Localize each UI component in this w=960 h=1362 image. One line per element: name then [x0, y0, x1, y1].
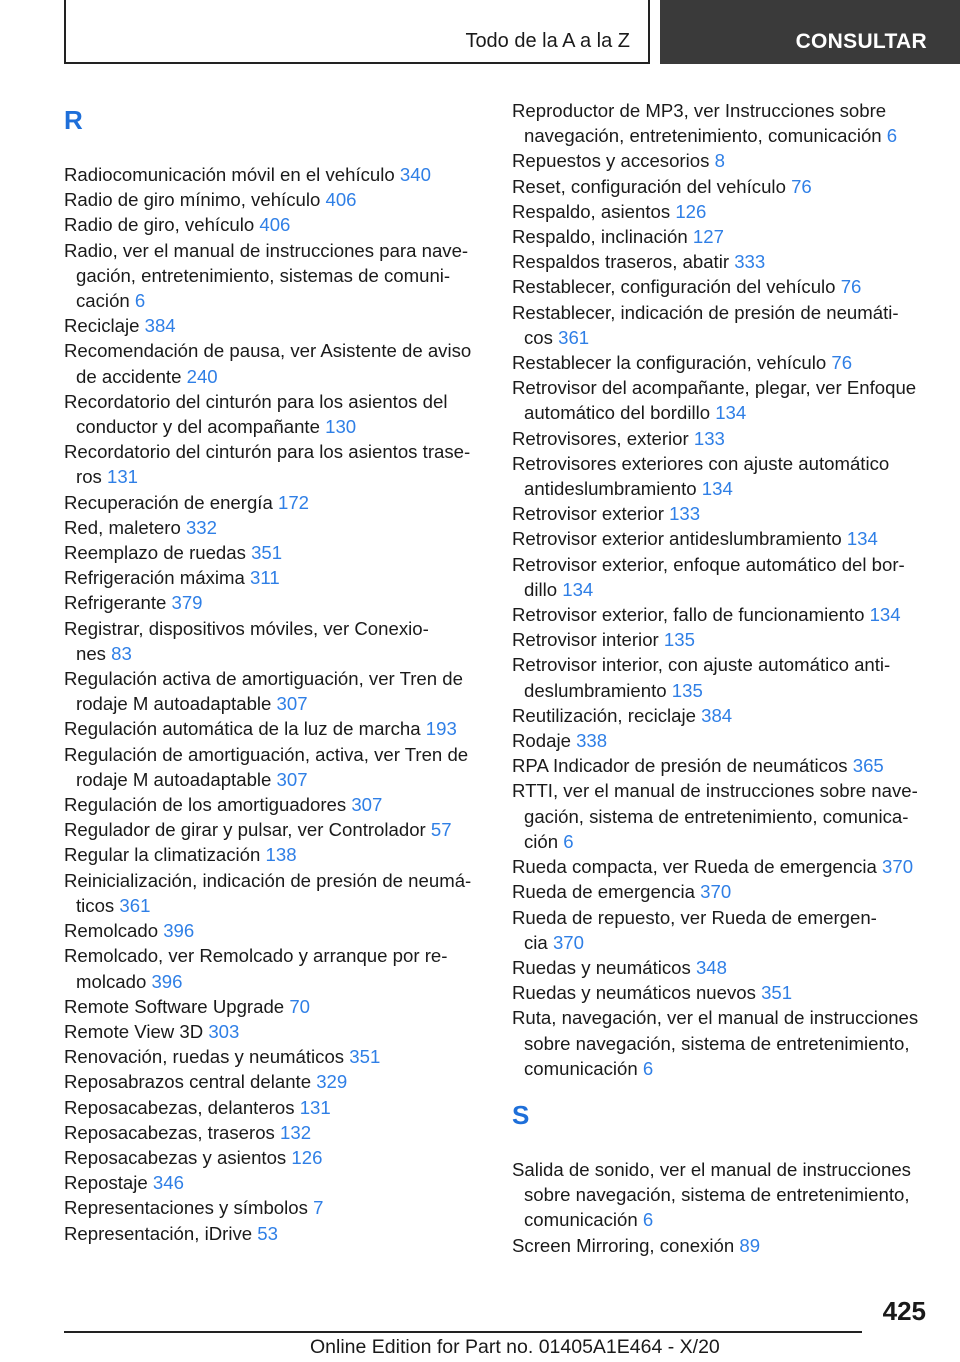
index-page-link[interactable]: 70: [289, 995, 310, 1017]
index-page-link[interactable]: 134: [869, 604, 901, 626]
index-page-link[interactable]: 53: [257, 1222, 278, 1244]
index-entry: [512, 300, 934, 350]
index-page-link[interactable]: 126: [675, 200, 707, 222]
index-page-link[interactable]: 57: [430, 819, 452, 841]
index-page-link[interactable]: 76: [840, 276, 862, 298]
index-entry: [64, 817, 486, 842]
header-tab-label: CONSULTAR: [795, 30, 927, 53]
index-entry: [64, 1170, 486, 1195]
index-entry: [64, 994, 486, 1019]
index-page-link[interactable]: 130: [325, 416, 357, 438]
index-entry: [64, 1221, 486, 1246]
index-page-link[interactable]: 7: [313, 1197, 324, 1219]
index-entry: [512, 451, 934, 501]
index-page-link[interactable]: 307: [276, 693, 308, 715]
index-page-link[interactable]: 396: [151, 970, 183, 992]
index-page-link[interactable]: 311: [250, 567, 280, 589]
index-entry-text: Recuperación de energía: [64, 491, 278, 513]
index-page-link[interactable]: 134: [701, 478, 733, 500]
index-entry-text: cación: [76, 290, 135, 312]
index-entry: [512, 501, 934, 526]
index-entry-text: Refrigerante: [64, 592, 172, 614]
index-entry: [512, 526, 934, 551]
index-page-link[interactable]: 6: [886, 125, 898, 147]
index-entry: [64, 515, 486, 540]
index-entry: [512, 148, 934, 173]
index-entry: [64, 238, 486, 314]
index-entry-text: Reposacabezas y asientos: [64, 1146, 292, 1168]
index-entry-text: Remote View 3D: [64, 1020, 209, 1042]
index-page-link[interactable]: 6: [134, 290, 146, 312]
header-section-title: Todo de la A a la Z: [465, 30, 630, 52]
header-tab-consultar[interactable]: [660, 0, 960, 64]
index-entry: [512, 375, 934, 425]
index-entry-text: Reposacabezas, traseros: [64, 1121, 281, 1143]
index-entry-text: cos: [524, 326, 559, 348]
index-page-link[interactable]: 384: [701, 704, 733, 726]
index-entry-text: Respaldo, inclinación: [512, 226, 693, 248]
index-entry: [64, 943, 486, 993]
index-entry-text: nes: [76, 642, 112, 664]
index-entry: [512, 98, 934, 148]
index-entry: [512, 552, 934, 602]
index-entry-text: ticos: [76, 894, 120, 916]
index-entry-text: Retrovisor exterior antideslumbramiento: [512, 528, 847, 550]
index-entry-text: Remote Software Upgrade: [64, 995, 290, 1017]
index-page-link[interactable]: 406: [325, 189, 357, 211]
index-page-link[interactable]: 351: [251, 542, 283, 564]
index-page-link[interactable]: 6: [563, 830, 574, 852]
index-entry-text: Recomendación de pausa, ver Asistente de aviso: [64, 340, 472, 362]
index-entry: [64, 1019, 486, 1044]
index-entry-text: Respaldo, asientos: [512, 200, 676, 222]
index-entry-text: Retrovisores, exterior: [512, 427, 694, 449]
index-page-link[interactable]: 138: [265, 844, 297, 866]
index-page-link[interactable]: 307: [276, 768, 308, 790]
index-entry: [512, 703, 934, 728]
index-entry-text: Ruedas y neumáticos: [512, 956, 696, 978]
index-page-link[interactable]: 240: [186, 365, 218, 387]
index-entry-text: Repostaje: [64, 1172, 153, 1194]
index-entry-text: sobre navegación, sistema de entretenimiento,: [524, 1032, 910, 1054]
index-entry: [64, 565, 486, 590]
index-entry-text: Repuestos y accesorios: [512, 150, 715, 172]
index-page-link[interactable]: 329: [316, 1071, 348, 1093]
index-entry: [512, 174, 934, 199]
index-entry-text: Ruta, navegación, ver el manual de instrucciones: [512, 1007, 919, 1029]
footer-rule: [64, 1331, 862, 1333]
index-page-link[interactable]: 332: [185, 516, 217, 538]
index-entry: [64, 187, 486, 212]
index-page-link[interactable]: 131: [299, 1096, 331, 1118]
index-entry-text: automático del bordillo: [524, 402, 716, 424]
index-page-link[interactable]: 83: [111, 642, 132, 664]
index-page-link[interactable]: 361: [119, 894, 151, 916]
index-page-link[interactable]: 132: [280, 1121, 312, 1143]
index-entry-text: molcado: [76, 970, 152, 992]
index-entry: [512, 1005, 934, 1081]
index-entry-text: Radio de giro, vehículo: [64, 214, 260, 236]
index-entry-text: Regulador de girar y pulsar, ver Controlador: [64, 819, 431, 841]
index-entry-text: Retrovisor exterior: [512, 503, 670, 525]
index-page-link[interactable]: 6: [642, 1209, 654, 1231]
index-entry: [64, 389, 486, 439]
index-page-link[interactable]: 127: [692, 226, 724, 248]
index-page-link[interactable]: 338: [576, 730, 608, 752]
index-entry-text: navegación, entretenimiento, comunicación: [524, 125, 887, 147]
index-entry: [64, 338, 486, 388]
index-entry-text: Regulación activa de amortiguación, ver Tren de: [64, 668, 463, 690]
index-entry: [512, 350, 934, 375]
index-entry: [512, 199, 934, 224]
index-entry-text: Restablecer la configuración, vehículo: [512, 352, 832, 374]
index-entry-text: Remolcado, ver Remolcado y arranque por re-: [64, 945, 448, 967]
index-entries-s: [512, 1157, 934, 1258]
index-page-link[interactable]: 333: [734, 251, 766, 273]
index-page-link[interactable]: 133: [693, 427, 725, 449]
index-entry-text: Retrovisor exterior, enfoque automático del bor-: [512, 553, 905, 575]
index-entry-text: Recordatorio del cinturón para los asientos trase-: [64, 441, 471, 463]
index-entry-text: Renovación, ruedas y neumáticos: [64, 1046, 350, 1068]
index-entry-text: comunicación: [524, 1057, 643, 1079]
index-entry-text: Reinicialización, indicación de presión de neumá-: [64, 869, 472, 891]
index-page-link[interactable]: 131: [107, 466, 139, 488]
index-entry-text: Remolcado: [64, 920, 164, 942]
index-entry-text: Rueda compacta, ver Rueda de emergencia: [512, 856, 883, 878]
header-left-rule: [64, 0, 66, 64]
index-entry-text: Regulación de los amortiguadores: [64, 794, 352, 816]
page-number: 425: [882, 1296, 926, 1326]
index-page-link[interactable]: 135: [663, 629, 695, 651]
index-entry-text: Red, maletero: [64, 516, 186, 538]
index-entry-text: Retrovisor interior, con ajuste automático anti-: [512, 654, 891, 676]
index-entry-text: Restablecer, indicación de presión de neumáti-: [512, 301, 899, 323]
index-entry-text: Refrigeración máxima: [64, 567, 251, 589]
index-entry-text: Ruedas y neumáticos nuevos: [512, 982, 762, 1004]
index-entry-text: Representación, iDrive: [64, 1222, 258, 1244]
index-entry: [512, 249, 934, 274]
index-entry: [64, 162, 486, 187]
index-entry-text: gación, sistema de entretenimiento, comunica-: [524, 805, 909, 827]
index-page-link[interactable]: 361: [558, 326, 590, 348]
index-entry-text: RTTI, ver el manual de instrucciones sobre nave-: [512, 780, 918, 802]
index-entry: [512, 1233, 934, 1258]
index-entry: [512, 728, 934, 753]
index-entry: [64, 313, 486, 338]
index-entry: [512, 224, 934, 249]
index-entry: [512, 1157, 934, 1233]
index-page-link[interactable]: 133: [669, 503, 701, 525]
index-entry-text: Rodaje: [512, 730, 577, 752]
index-entry-text: Retrovisor exterior, fallo de funcionamiento: [512, 604, 870, 626]
index-entry-text: conductor y del acompañante: [76, 416, 326, 438]
index-page-link[interactable]: 76: [831, 352, 853, 374]
index-entry: [64, 1069, 486, 1094]
index-page-link[interactable]: 370: [700, 881, 732, 903]
index-page-link[interactable]: 89: [739, 1234, 761, 1256]
index-entry-text: Retrovisor del acompañante, plegar, ver Enfoque: [512, 377, 917, 399]
index-entry-text: deslumbramiento: [524, 679, 672, 701]
index-entry-text: Radio, ver el manual de instrucciones para nave-: [64, 239, 469, 261]
index-entry-text: dillo: [524, 578, 563, 600]
index-entry: [64, 212, 486, 237]
index-entry: [512, 426, 934, 451]
index-entry-text: Reset, configuración del vehículo: [512, 175, 792, 197]
index-entry: [64, 439, 486, 489]
index-entry-text: cia: [524, 931, 553, 953]
index-page-link[interactable]: 348: [695, 956, 727, 978]
index-page-link[interactable]: 346: [152, 1172, 184, 1194]
index-page-link[interactable]: 8: [714, 150, 725, 172]
index-page-link[interactable]: 134: [715, 402, 747, 424]
index-page-link[interactable]: 396: [163, 920, 195, 942]
index-page-link[interactable]: 384: [144, 315, 176, 337]
index-entry-text: Radio de giro mínimo, vehículo: [64, 189, 326, 211]
index-entry-text: ción: [524, 830, 564, 852]
index-letter-s: S: [512, 1099, 530, 1130]
index-entry-text: Reciclaje: [64, 315, 145, 337]
index-entry: [64, 490, 486, 515]
index-entry-text: Reemplazo de ruedas: [64, 542, 252, 564]
index-entry: [512, 602, 934, 627]
index-page-link[interactable]: 340: [399, 164, 431, 185]
index-entry: [64, 868, 486, 918]
index-entry-text: rodaje M autoadaptable: [76, 693, 277, 715]
index-entry: [64, 590, 486, 615]
index-page-link[interactable]: 365: [852, 755, 884, 777]
index-page-link[interactable]: 370: [552, 931, 584, 953]
index-entry: [512, 879, 934, 904]
index-page-link[interactable]: 307: [351, 794, 383, 816]
index-entry: [64, 1044, 486, 1069]
index-entry-text: Reposabrazos central delante: [64, 1071, 317, 1093]
index-entry-text: Retrovisores exteriores con ajuste automático: [512, 452, 890, 474]
index-entries-r-left: [64, 162, 486, 1246]
index-entry-text: comunicación: [524, 1209, 643, 1231]
index-entry: [64, 792, 486, 817]
index-page-link[interactable]: 193: [425, 718, 457, 740]
index-entry-text: Retrovisor interior: [512, 629, 664, 651]
index-page-link[interactable]: 134: [846, 528, 878, 550]
index-entry-text: Rueda de emergencia: [512, 881, 701, 903]
index-entry-text: Representaciones y símbolos: [64, 1197, 314, 1219]
index-entry: [512, 955, 934, 980]
index-entry-text: RPA Indicador de presión de neumáticos: [512, 755, 853, 777]
index-page-link[interactable]: 76: [791, 175, 812, 197]
index-entry-text: rodaje M autoadaptable: [76, 768, 277, 790]
index-entry: [512, 627, 934, 652]
index-entry: [64, 716, 486, 741]
index-entry-text: Regulación de amortiguación, activa, ver Tren de: [64, 743, 469, 765]
index-page-link[interactable]: 6: [642, 1057, 654, 1079]
index-page-link[interactable]: 351: [349, 1046, 381, 1068]
index-entry: [512, 980, 934, 1005]
footer-edition-text: Online Edition for Part no. 01405A1E464 - X/20: [310, 1336, 720, 1358]
index-entry: [512, 854, 934, 879]
index-entry-text: Registrar, dispositivos móviles, ver Conexio-: [64, 617, 429, 639]
index-page-link[interactable]: 135: [671, 679, 703, 701]
index-entry: [512, 905, 934, 955]
index-entry-text: Recordatorio del cinturón para los asientos del: [64, 390, 448, 412]
index-entry: [512, 753, 934, 778]
index-entry-text: Reutilización, reciclaje: [512, 704, 702, 726]
index-entry-text: Regulación automática de la luz de marcha: [64, 718, 426, 740]
index-column-right: [512, 98, 934, 1258]
index-column-left: [64, 98, 486, 1246]
index-entry-text: Rueda de repuesto, ver Rueda de emergen-: [512, 906, 877, 928]
index-entry-text: ros: [76, 466, 107, 488]
index-entry-text: Respaldos traseros, abatir: [512, 251, 735, 273]
index-page-link[interactable]: 172: [277, 491, 310, 513]
index-entry-text: Salida de sonido, ver el manual de instrucciones: [512, 1158, 911, 1180]
header-divider: [648, 0, 650, 64]
index-page-link[interactable]: 303: [208, 1020, 240, 1042]
index-page-link[interactable]: 370: [882, 856, 914, 878]
index-entry-text: Reproductor de MP3, ver Instrucciones sobre: [512, 100, 887, 121]
index-entries-r-right: [512, 98, 934, 1081]
index-entry: [64, 1195, 486, 1220]
index-page-link[interactable]: 126: [291, 1146, 323, 1168]
index-entry-text: gación, entretenimiento, sistemas de comuni-: [76, 264, 451, 286]
index-page-link[interactable]: 379: [171, 592, 203, 614]
index-page-link[interactable]: 134: [562, 578, 594, 600]
index-entry-text: Screen Mirroring, conexión: [512, 1234, 740, 1256]
index-page-link[interactable]: 351: [761, 982, 793, 1004]
index-entry: [512, 274, 934, 299]
index-entry: [64, 842, 486, 867]
index-entry: [512, 652, 934, 702]
index-entry: [64, 540, 486, 565]
index-entry-text: Reposacabezas, delanteros: [64, 1096, 300, 1118]
index-entry-text: Regular la climatización: [64, 844, 266, 866]
index-letter-r: R: [64, 105, 83, 135]
index-entry: [64, 742, 486, 792]
index-entry: [64, 1095, 486, 1120]
index-entry-text: de accidente: [76, 365, 187, 387]
index-page-link[interactable]: 406: [259, 214, 291, 236]
index-entry: [64, 616, 486, 666]
index-entry-text: sobre navegación, sistema de entretenimiento,: [524, 1184, 910, 1206]
index-entry: [512, 778, 934, 854]
index-entry: [64, 1120, 486, 1145]
index-entry: [64, 1145, 486, 1170]
index-entry: [64, 918, 486, 943]
index-entry-text: Restablecer, configuración del vehículo: [512, 276, 841, 298]
index-entry-text: antideslumbramiento: [524, 478, 702, 500]
header-bottom-rule: [64, 62, 650, 64]
index-entry-text: Radiocomunicación móvil en el vehículo: [64, 164, 400, 185]
index-entry: [64, 666, 486, 716]
